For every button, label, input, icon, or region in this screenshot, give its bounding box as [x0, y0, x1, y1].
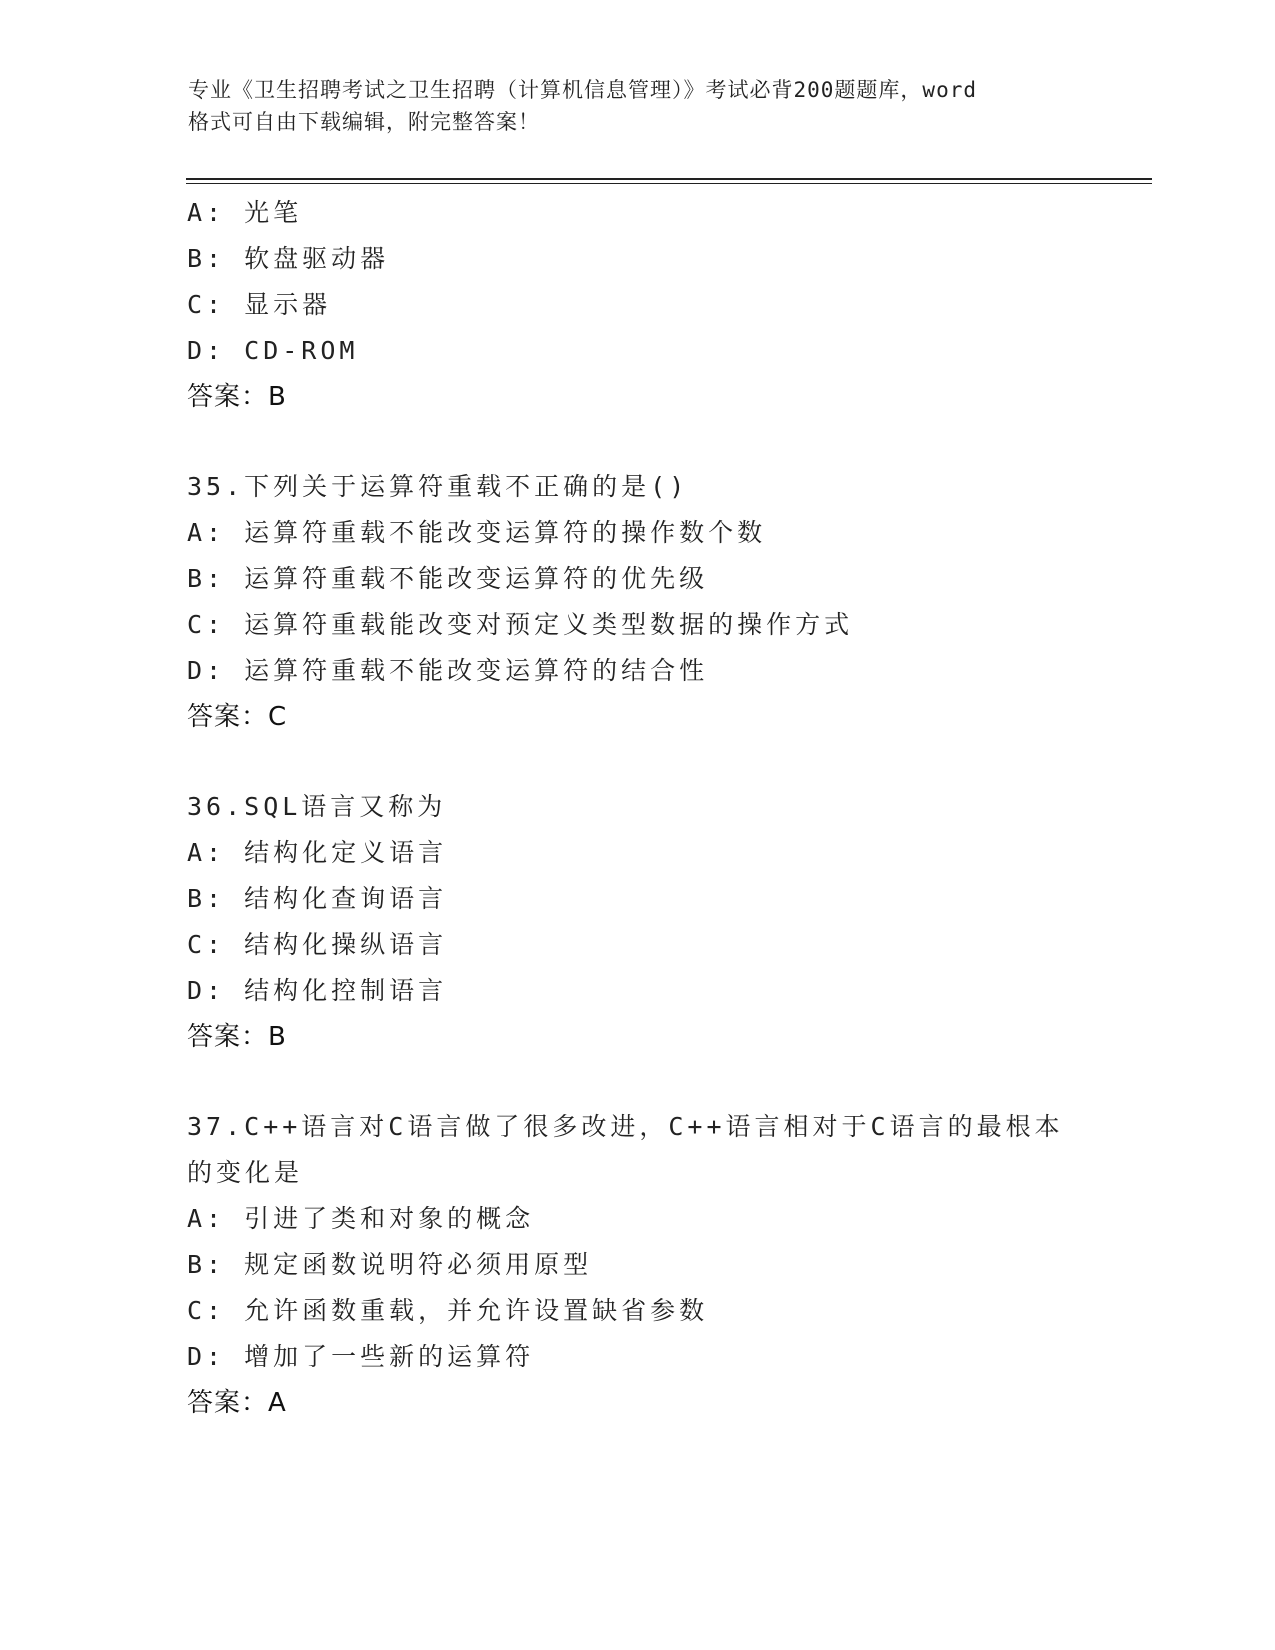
option-d: D: 结构化控制语言 [187, 976, 448, 1005]
document-header [188, 74, 1088, 138]
answer-line: 答案：B [187, 382, 287, 412]
option-c: C: 允许函数重载，并允许设置缺省参数 [187, 1296, 709, 1325]
question-list [187, 190, 1087, 1426]
option-a: A: 引进了类和对象的概念 [187, 1204, 535, 1233]
option-a: A: 光笔 [187, 198, 303, 227]
option-b: B: 结构化查询语言 [187, 884, 448, 913]
question-text: 36.SQL语言又称为 [187, 792, 447, 821]
option-d: D: 运算符重载不能改变运算符的结合性 [187, 656, 709, 685]
header-divider-thick [186, 178, 1152, 180]
question-35-block [187, 464, 1087, 740]
option-c: C: 显示器 [187, 290, 332, 319]
header-divider-thin [186, 183, 1152, 184]
question-text: 37.C++语言对C语言做了很多改进，C++语言相对于C语言的最根本的变化是 [187, 1112, 1064, 1187]
question-37-block [187, 1104, 1087, 1426]
answer-line: 答案：A [187, 1388, 287, 1418]
answer-line: 答案：B [187, 1022, 287, 1052]
option-a: A: 结构化定义语言 [187, 838, 448, 867]
option-c: C: 结构化操纵语言 [187, 930, 448, 959]
option-d: D: CD-ROM [187, 336, 359, 365]
option-b: B: 规定函数说明符必须用原型 [187, 1250, 593, 1279]
option-d: D: 增加了一些新的运算符 [187, 1342, 535, 1371]
header-line-2: 格式可自由下载编辑，附完整答案！ [188, 110, 540, 134]
option-a: A: 运算符重载不能改变运算符的操作数个数 [187, 518, 767, 547]
question-36-block [187, 784, 1087, 1060]
question-text: 35.下列关于运算符重载不正确的是() [187, 472, 689, 501]
question-34-block [187, 190, 1087, 420]
spacer [187, 420, 1087, 464]
answer-line: 答案：C [187, 702, 288, 732]
option-b: B: 运算符重载不能改变运算符的优先级 [187, 564, 709, 593]
header-line-1: 专业《卫生招聘考试之卫生招聘（计算机信息管理）》考试必背200题题库，word [188, 78, 977, 102]
spacer [187, 740, 1087, 784]
option-b: B: 软盘驱动器 [187, 244, 390, 273]
option-c: C: 运算符重载能改变对预定义类型数据的操作方式 [187, 610, 854, 639]
spacer [187, 1060, 1087, 1104]
